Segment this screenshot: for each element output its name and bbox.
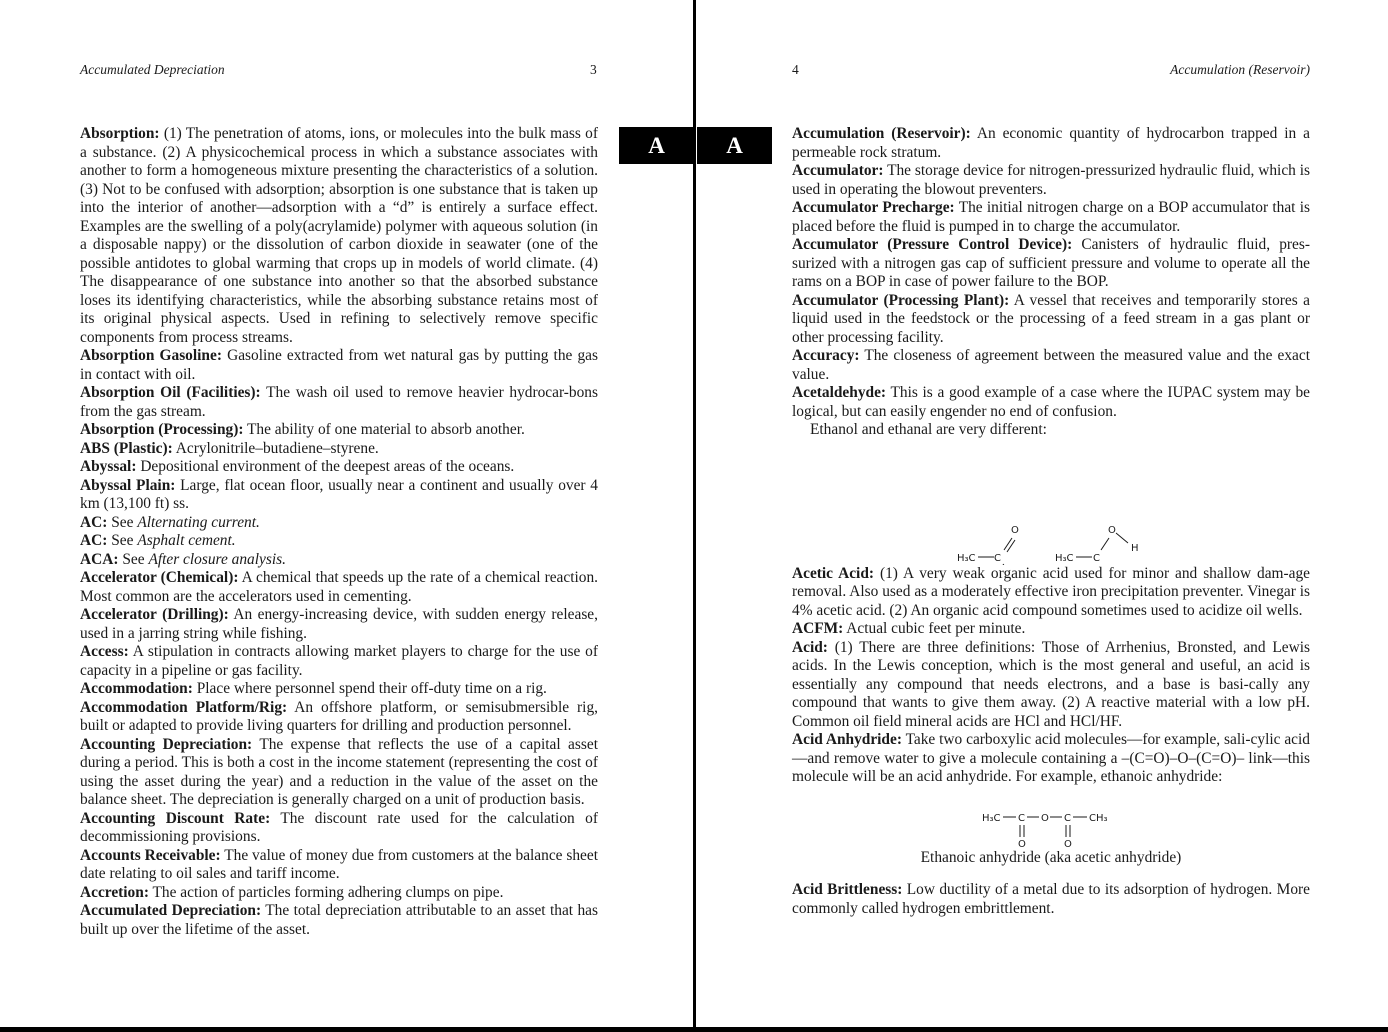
glossary-entry <box>792 199 1310 236</box>
entry-term: Accommodation Platform/Rig: <box>80 698 288 716</box>
entry-term: Access: <box>80 643 129 660</box>
glossary-entry <box>792 347 1310 384</box>
anh-c2: C <box>1064 812 1071 824</box>
entry-term: Accuracy: <box>792 347 860 364</box>
glossary-entry <box>792 731 1310 787</box>
glossary-entry <box>792 236 1310 292</box>
glossary-entry <box>792 162 1310 199</box>
entry-cross-reference[interactable]: Asphalt cement. <box>137 532 236 549</box>
glossary-entry <box>80 902 598 939</box>
entry-definition: The wash oil used to remove heavier hydrocar-bons from the gas stream. <box>80 384 598 420</box>
glossary-entry <box>80 847 598 884</box>
entry-term: Acid: <box>792 638 828 656</box>
entry-definition: (1) The penetration of atoms, ions, or molecules into the bulk mass of a substance. (2) A physicochemical process in which a substance associates with another to form a homogeneous mixture presenting the characteristics of a solution. (3) Not to be confused with adsorption; absorption is one substance that is taken up into the interior of another—adsorption with a “d” is entirely a surface effect. Examples are the swelling of a poly(acrylamide) polymer with aqueous solution (in a disposable nappy) or the dissolution of carbon dioxide in seawater (one of the possible antidotes to global warming that crops up in models of world climate. (4) The disappearance of one substance into another so that the absorbed substance loses its identifying characteristics, while the absorbing substance retains most of its original physical aspects. Used in refining to selectively remove specific components from process streams. <box>80 125 598 346</box>
anh-h3c: H₃C <box>982 812 1001 824</box>
glossary-entry <box>792 639 1310 732</box>
glossary-entry <box>792 292 1310 348</box>
entry-term: Absorption (Processing): <box>80 421 244 438</box>
entry-definition: Acrylonitrile–butadiene–styrene. <box>175 439 379 457</box>
entry-cross-reference[interactable]: After closure analysis. <box>148 550 286 568</box>
entry-term: Acetic Acid: <box>792 564 875 582</box>
entry-term: AC: <box>80 513 108 531</box>
left-running-head: Accumulated Depreciation <box>80 62 225 77</box>
entry-definition: Gasoline extracted from wet natural gas by putting the gas in contact with oil. <box>80 347 598 383</box>
entry-term: Acid Anhydride: <box>792 731 902 748</box>
entry-definition: An offshore platform, or semisubmersible rig, built or adapted to provide living quarters for drilling and production personnel. <box>80 698 598 734</box>
glossary-entry <box>80 532 598 551</box>
entry-definition: The initial nitrogen charge on a BOP accumulator that is placed before the fluid is pumped in to charge the accumulator. <box>792 199 1310 235</box>
glossary-entry <box>792 384 1310 421</box>
right-column <box>792 125 1310 918</box>
entry-definition: See <box>111 513 134 531</box>
entry-definition: Actual cubic feet per minute. <box>846 620 1026 637</box>
entry-term: Accelerator (Chemical): <box>80 569 239 586</box>
glossary-entry <box>80 736 598 810</box>
anh-o-bridge: O <box>1041 812 1049 824</box>
entry-term: Accretion: <box>80 883 149 901</box>
entry-definition: The action of particles forming adhering clumps on pipe. <box>152 883 504 901</box>
s2-h: H <box>1131 542 1139 554</box>
entry-definition: See <box>111 532 134 549</box>
glossary-entry <box>792 125 1310 162</box>
glossary-entry <box>80 347 598 384</box>
glossary-entry <box>80 569 598 606</box>
glossary-entry <box>80 514 598 533</box>
entry-term: Accumulation (Reservoir): <box>792 125 971 142</box>
entry-term: Acid Brittleness: <box>792 881 903 898</box>
entry-definition: See <box>122 550 145 568</box>
entry-definition: Depositional environment of the deepest areas of the oceans. <box>140 458 515 475</box>
s2-c: C <box>1093 552 1100 564</box>
glossary-entry <box>80 458 598 477</box>
left-page-number: 3 <box>590 62 597 77</box>
entry-definition: A stipulation in contracts allowing market players to charge for the use of capacity in a pipeline or gas facility. <box>80 643 599 679</box>
entry-definition: The expense that reflects the use of a capital asset during a period. This is both a cost in the income statement (representing the cost of using the asset during the year) and a reduction in the value of the asset on the balance sheet. The depreciation is generally charged on a unit of production basis. <box>80 735 598 808</box>
glossary-entry <box>792 881 1310 918</box>
entry-definition: The total depreciation attributable to an asset that has built up over the lifetime of the asset. <box>80 902 598 938</box>
entry-term: Accumulated Depreciation: <box>80 902 262 919</box>
right-thumb-tab: A <box>697 127 772 164</box>
entry-term: Absorption Oil (Facilities): <box>80 384 261 401</box>
glossary-entry <box>80 477 598 514</box>
entry-definition: Place where personnel spend their off-duty time on a rig. <box>196 680 547 697</box>
entry-definition: An economic quantity of hydrocarbon trapped in a permeable rock stratum. <box>792 125 1310 161</box>
entry-term: Abyssal Plain: <box>80 476 176 494</box>
entry-definition: The closeness of agreement between the measured value and the exact value. <box>792 347 1310 383</box>
entry-term: Accommodation: <box>80 680 193 697</box>
entry-term: Abyssal: <box>80 458 137 475</box>
glossary-entry <box>80 421 598 440</box>
entry-definition: Take two carboxylic acid molecules—for example, sali-cylic acid—and remove water to give a molecule containing a –(C=O)–O–(C=O)– link—this molecule will be an acid anhydride. For example, ethanoic anhydride: <box>792 731 1310 785</box>
anhydride-structure-svg <box>792 795 1310 847</box>
right-page-number: 4 <box>792 62 799 77</box>
entry-definition: A vessel that receives and temporarily stores a liquid used in the feedstock or the processing of a feed stream in a gas plant or other processing facility. <box>792 291 1310 346</box>
entry-definition: (1) There are three definitions: Those of Arrhenius, Bronsted, and Lewis acids. In the Lewis conception, which is the most general and useful, an acid is essentially any compound that needs electrons, and a base is basi-cally any compound that wants to give them away. (2) A reactive material with a low pH. Common oil field mineral acids are HCl and HCl/HF. <box>792 638 1310 730</box>
entry-definition: (1) A very weak organic acid used for minor and shallow dam-age removal. Also used as a moderately effective iron precipitation preventer. Vinegar is 4% acetic acid. (2) An organic acid compound sometimes used to acidize oil wells. <box>792 564 1310 619</box>
right-entries-c <box>792 881 1310 918</box>
entry-term: Accumulator (Pressure Control Device): <box>792 236 1073 253</box>
glossary-entry <box>80 884 598 903</box>
entry-definition: Large, flat ocean floor, usually near a continent and usually over 4 km (13,100 ft) ss. <box>80 476 598 512</box>
bottom-rule <box>0 1027 1388 1032</box>
entry-definition: The discount rate used for the calculation of decommissioning provisions. <box>80 809 598 845</box>
entry-definition: A chemical that speeds up the rate of a chemical reaction. Most common are the accelerators used in cementing. <box>80 569 598 605</box>
s1-h3c: H₃C <box>957 552 976 564</box>
entry-definition: The storage device for nitrogen-pressurized hydraulic fluid, which is used in operating the blowout preventers. <box>792 162 1310 198</box>
ethanal-structures-figure <box>792 440 1310 565</box>
glossary-entry <box>792 620 1310 639</box>
entry-definition: An energy-increasing device, with sudden energy release, used in a jarring string while fishing. <box>80 606 598 642</box>
s2-h3c: H₃C <box>1055 552 1074 564</box>
ethanal-structures-svg <box>792 440 1310 565</box>
s1-o: O <box>1011 524 1019 536</box>
entry-term: ABS (Plastic): <box>80 439 173 457</box>
entry-term: Absorption: <box>80 125 160 142</box>
glossary-entry <box>80 384 598 421</box>
entry-definition: Low ductility of a metal due to its adsorption of hydrogen. More commonly called hydrogen embrittlement. <box>792 881 1310 917</box>
entry-term: Accelerator (Drilling): <box>80 606 229 623</box>
entry-term: ACFM: <box>792 620 844 637</box>
glossary-entry <box>80 606 598 643</box>
s1-c: C <box>994 552 1001 564</box>
anh-o2: O <box>1064 838 1072 847</box>
acetaldehyde-note: Ethanol and ethanal are very different: <box>810 421 1047 438</box>
s2-o: O <box>1108 524 1116 536</box>
entry-term: Accounts Receivable: <box>80 846 221 864</box>
right-running-head: Accumulation (Reservoir) <box>1170 62 1310 77</box>
right-entries-a <box>792 125 1310 421</box>
glossary-entry <box>80 551 598 570</box>
glossary-entry <box>80 125 598 347</box>
left-thumb-tab: A <box>619 127 694 164</box>
anh-ch3: CH₃ <box>1089 812 1108 824</box>
entry-term: Accounting Depreciation: <box>80 735 253 753</box>
entry-term: Accumulator (Processing Plant): <box>792 291 1010 309</box>
right-page <box>697 0 1388 1028</box>
entry-definition: Canisters of hydraulic fluid, pres-surized with a nitrogen gas cap of sufficient pressure and volume to operate all the rams on a BOP in case of power failure to the BOP. <box>792 236 1310 290</box>
anh-o1: O <box>1018 838 1026 847</box>
entry-definition: This is a good example of a case where the IUPAC system may be logical, but can easily engender no end of confusion. <box>792 384 1310 420</box>
right-entries-b <box>792 565 1310 787</box>
anhydride-structure-figure <box>792 795 1310 847</box>
entry-term: Accumulator: <box>792 162 884 179</box>
glossary-entry <box>80 440 598 459</box>
glossary-entry <box>80 643 598 680</box>
entry-term: ACA: <box>80 550 119 568</box>
gutter-divider <box>693 0 696 1028</box>
entry-definition: The ability of one material to absorb another. <box>247 421 525 438</box>
glossary-entry <box>80 699 598 736</box>
entry-term: Absorption Gasoline: <box>80 347 222 364</box>
entry-term: AC: <box>80 532 108 549</box>
entry-definition: The value of money due from customers at the balance sheet date relating to oil sales and tariff income. <box>80 846 598 882</box>
glossary-entry <box>80 680 598 699</box>
entry-term: Accumulator Precharge: <box>792 199 955 216</box>
left-page <box>0 0 694 1028</box>
entry-term: Accounting Discount Rate: <box>80 809 271 827</box>
anhydride-caption: Ethanoic anhydride (aka acetic anhydride) <box>920 848 1182 866</box>
glossary-entry <box>792 565 1310 621</box>
anh-c1: C <box>1018 812 1025 824</box>
entry-term: Acetaldehyde: <box>792 384 887 401</box>
left-column <box>80 125 598 939</box>
entry-cross-reference[interactable]: Alternating current. <box>137 513 260 531</box>
glossary-entry <box>80 810 598 847</box>
